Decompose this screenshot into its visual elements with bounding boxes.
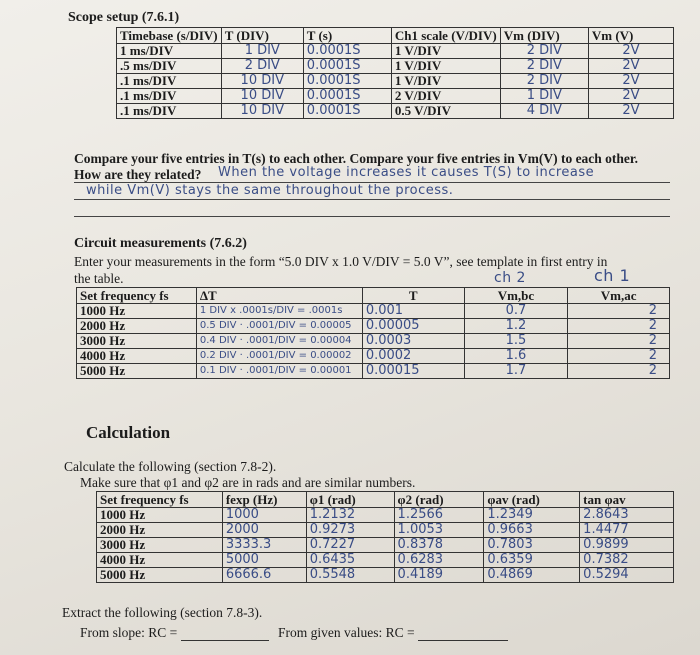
scope-header: T (DIV) xyxy=(221,28,303,44)
table-row xyxy=(97,508,674,523)
scope-cell: .1 ms/DIV xyxy=(117,104,222,119)
circuit-cell: 5000 Hz xyxy=(77,364,197,379)
calculation-table xyxy=(96,491,674,583)
calc-header: tan φav xyxy=(580,492,674,508)
circuit-cell: 2 xyxy=(568,334,670,349)
table-row xyxy=(97,553,674,568)
circuit-table xyxy=(76,287,670,379)
calc-cell: 3000 Hz xyxy=(97,538,223,553)
scope-header-row xyxy=(117,28,674,44)
calc-cell: 1000 xyxy=(222,508,306,523)
calc-header: fexp (Hz) xyxy=(222,492,306,508)
calc-cell: 0.6359 xyxy=(484,553,580,568)
circuit-cell: 2 xyxy=(568,319,670,334)
circuit-cell: 0.00015 xyxy=(362,364,464,379)
scope-cell: 2V xyxy=(588,59,673,74)
scope-cell: 0.5 V/DIV xyxy=(391,104,500,119)
calc-header: Set frequency fs xyxy=(97,492,223,508)
answer-line xyxy=(74,216,670,217)
calc-cell: 0.8378 xyxy=(394,538,484,553)
calculation-heading: Calculation xyxy=(86,423,171,442)
table-row xyxy=(117,59,674,74)
scope-cell: 2 DIV xyxy=(500,74,588,89)
calc-header-row xyxy=(97,492,674,508)
scope-cell: 1 ms/DIV xyxy=(117,44,222,59)
compare-question-line2: How are they related? xyxy=(74,167,202,182)
scope-cell: 2V xyxy=(588,74,673,89)
answer-line xyxy=(74,199,670,200)
scope-cell: 2 DIV xyxy=(221,59,303,74)
scope-cell: 2 V/DIV xyxy=(391,89,500,104)
scope-header: Timebase (s/DIV) xyxy=(117,28,222,44)
calc-cell: 0.4869 xyxy=(484,568,580,583)
calc-cell: 1000 Hz xyxy=(97,508,223,523)
calc-cell: 2000 Hz xyxy=(97,523,223,538)
scope-cell: 1 DIV xyxy=(500,89,588,104)
circuit-cell: 0.4 DIV · .0001/DIV = 0.00004 xyxy=(196,334,362,349)
scope-header: Ch1 scale (V/DIV) xyxy=(391,28,500,44)
table-row xyxy=(77,334,670,349)
circuit-heading: Circuit measurements (7.6.2) xyxy=(74,236,247,251)
scope-cell: 2V xyxy=(588,44,673,59)
calc-cell: 4000 Hz xyxy=(97,553,223,568)
calc-cell: 1.2132 xyxy=(306,508,394,523)
table-row xyxy=(117,74,674,89)
scope-cell: 10 DIV xyxy=(221,89,303,104)
circuit-cell: 4000 Hz xyxy=(77,349,197,364)
scope-cell: .1 ms/DIV xyxy=(117,89,222,104)
circuit-instruction-line2: the table. xyxy=(74,271,124,286)
table-row xyxy=(77,349,670,364)
circuit-cell: 2 xyxy=(568,304,670,319)
scope-cell: 1 V/DIV xyxy=(391,74,500,89)
calc-cell: 0.5548 xyxy=(306,568,394,583)
given-rc-label: From given values: RC = xyxy=(278,625,415,640)
scope-heading: Scope setup (7.6.1) xyxy=(68,10,180,25)
ch2-note: ch 2 xyxy=(494,270,526,286)
calc-cell: 0.7803 xyxy=(484,538,580,553)
circuit-cell: 0.001 xyxy=(362,304,464,319)
calculation-line1: Calculate the following (section 7.8-2). xyxy=(64,459,277,474)
circuit-cell: 0.2 DIV · .0001/DIV = 0.00002 xyxy=(196,349,362,364)
calc-cell: 0.9899 xyxy=(580,538,674,553)
slope-rc-row xyxy=(80,625,269,641)
circuit-cell: 2000 Hz xyxy=(77,319,197,334)
answer-line xyxy=(74,182,670,183)
slope-rc-blank[interactable] xyxy=(181,626,269,641)
circuit-cell: 1 DIV x .0001s/DIV = .0001s xyxy=(196,304,362,319)
scope-cell: 1 DIV xyxy=(221,44,303,59)
scope-cell: 2 DIV xyxy=(500,59,588,74)
circuit-cell: 3000 Hz xyxy=(77,334,197,349)
circuit-cell: 2 xyxy=(568,349,670,364)
calc-header: φ2 (rad) xyxy=(394,492,484,508)
scope-header: T (s) xyxy=(303,28,391,44)
scope-cell: 0.0001S xyxy=(303,89,391,104)
circuit-header: Set frequency fs xyxy=(77,288,197,304)
circuit-cell: 1.2 xyxy=(464,319,568,334)
table-row xyxy=(97,523,674,538)
scope-cell: 4 DIV xyxy=(500,104,588,119)
circuit-cell: 0.5 DIV · .0001/DIV = 0.00005 xyxy=(196,319,362,334)
circuit-instruction-line1: Enter your measurements in the form “5.0 DIV x 1.0 V/DIV = 5.0 V”, see template in first entry in xyxy=(74,254,608,269)
circuit-cell: 2 xyxy=(568,364,670,379)
circuit-cell: 0.0003 xyxy=(362,334,464,349)
calc-cell: 0.6283 xyxy=(394,553,484,568)
calc-cell: 0.9273 xyxy=(306,523,394,538)
scope-cell: 0.0001S xyxy=(303,74,391,89)
calc-cell: 6666.6 xyxy=(222,568,306,583)
calc-header: φav (rad) xyxy=(484,492,580,508)
calc-cell: 5000 Hz xyxy=(97,568,223,583)
calc-cell: 0.7227 xyxy=(306,538,394,553)
scope-header: Vm (DIV) xyxy=(500,28,588,44)
handwritten-answer-part1: When the voltage increases it causes T(S) to increase xyxy=(218,165,595,180)
circuit-header-row xyxy=(77,288,670,304)
circuit-cell: 1.7 xyxy=(464,364,568,379)
ch1-note: ch 1 xyxy=(594,266,631,285)
compare-question-line1: Compare your five entries in T(s) to each other. Compare your five entries in Vm(V) to each other. xyxy=(74,151,639,166)
table-row xyxy=(97,538,674,553)
scope-cell: .5 ms/DIV xyxy=(117,59,222,74)
given-rc-blank[interactable] xyxy=(418,626,508,641)
given-rc-row xyxy=(278,625,508,641)
scope-cell: 2 DIV xyxy=(500,44,588,59)
scope-cell: 1 V/DIV xyxy=(391,44,500,59)
scope-header: Vm (V) xyxy=(588,28,673,44)
circuit-cell: 0.0002 xyxy=(362,349,464,364)
circuit-cell: 0.00005 xyxy=(362,319,464,334)
table-row xyxy=(77,364,670,379)
scope-cell: 10 DIV xyxy=(221,74,303,89)
calc-cell: 2.8643 xyxy=(580,508,674,523)
calc-cell: 0.4189 xyxy=(394,568,484,583)
scope-cell: .1 ms/DIV xyxy=(117,74,222,89)
table-row xyxy=(77,304,670,319)
circuit-header: ΔT xyxy=(196,288,362,304)
scope-cell: 1 V/DIV xyxy=(391,59,500,74)
calc-cell: 0.7382 xyxy=(580,553,674,568)
handwritten-answer-part2: while Vm(V) stays the same throughout the process. xyxy=(86,183,454,198)
circuit-header: T xyxy=(362,288,464,304)
circuit-cell: 1.5 xyxy=(464,334,568,349)
circuit-cell: 0.1 DIV · .0001/DIV = 0.00001 xyxy=(196,364,362,379)
circuit-cell: 0.7 xyxy=(464,304,568,319)
scope-table xyxy=(116,27,674,119)
circuit-cell: 1000 Hz xyxy=(77,304,197,319)
calc-header: φ1 (rad) xyxy=(306,492,394,508)
table-row xyxy=(117,44,674,59)
slope-rc-label: From slope: RC = xyxy=(80,625,178,640)
scope-cell: 0.0001S xyxy=(303,44,391,59)
calculation-line2: Make sure that φ1 and φ2 are in rads and are similar numbers. xyxy=(80,475,416,490)
circuit-cell: 1.6 xyxy=(464,349,568,364)
table-row xyxy=(77,319,670,334)
calc-cell: 5000 xyxy=(222,553,306,568)
table-row xyxy=(117,89,674,104)
extract-line: Extract the following (section 7.8-3). xyxy=(62,605,263,620)
table-row xyxy=(97,568,674,583)
scope-cell: 2V xyxy=(588,104,673,119)
table-row xyxy=(117,104,674,119)
calc-cell: 0.6435 xyxy=(306,553,394,568)
calc-cell: 0.9663 xyxy=(484,523,580,538)
circuit-header: Vm,bc xyxy=(464,288,568,304)
calc-cell: 3333.3 xyxy=(222,538,306,553)
scope-cell: 2V xyxy=(588,89,673,104)
scope-cell: 0.0001S xyxy=(303,59,391,74)
calc-cell: 1.4477 xyxy=(580,523,674,538)
calc-cell: 0.5294 xyxy=(580,568,674,583)
calc-cell: 1.2349 xyxy=(484,508,580,523)
scope-cell: 10 DIV xyxy=(221,104,303,119)
calc-cell: 1.2566 xyxy=(394,508,484,523)
circuit-header: Vm,ac xyxy=(568,288,670,304)
calc-cell: 2000 xyxy=(222,523,306,538)
calc-cell: 1.0053 xyxy=(394,523,484,538)
scope-cell: 0.0001S xyxy=(303,104,391,119)
